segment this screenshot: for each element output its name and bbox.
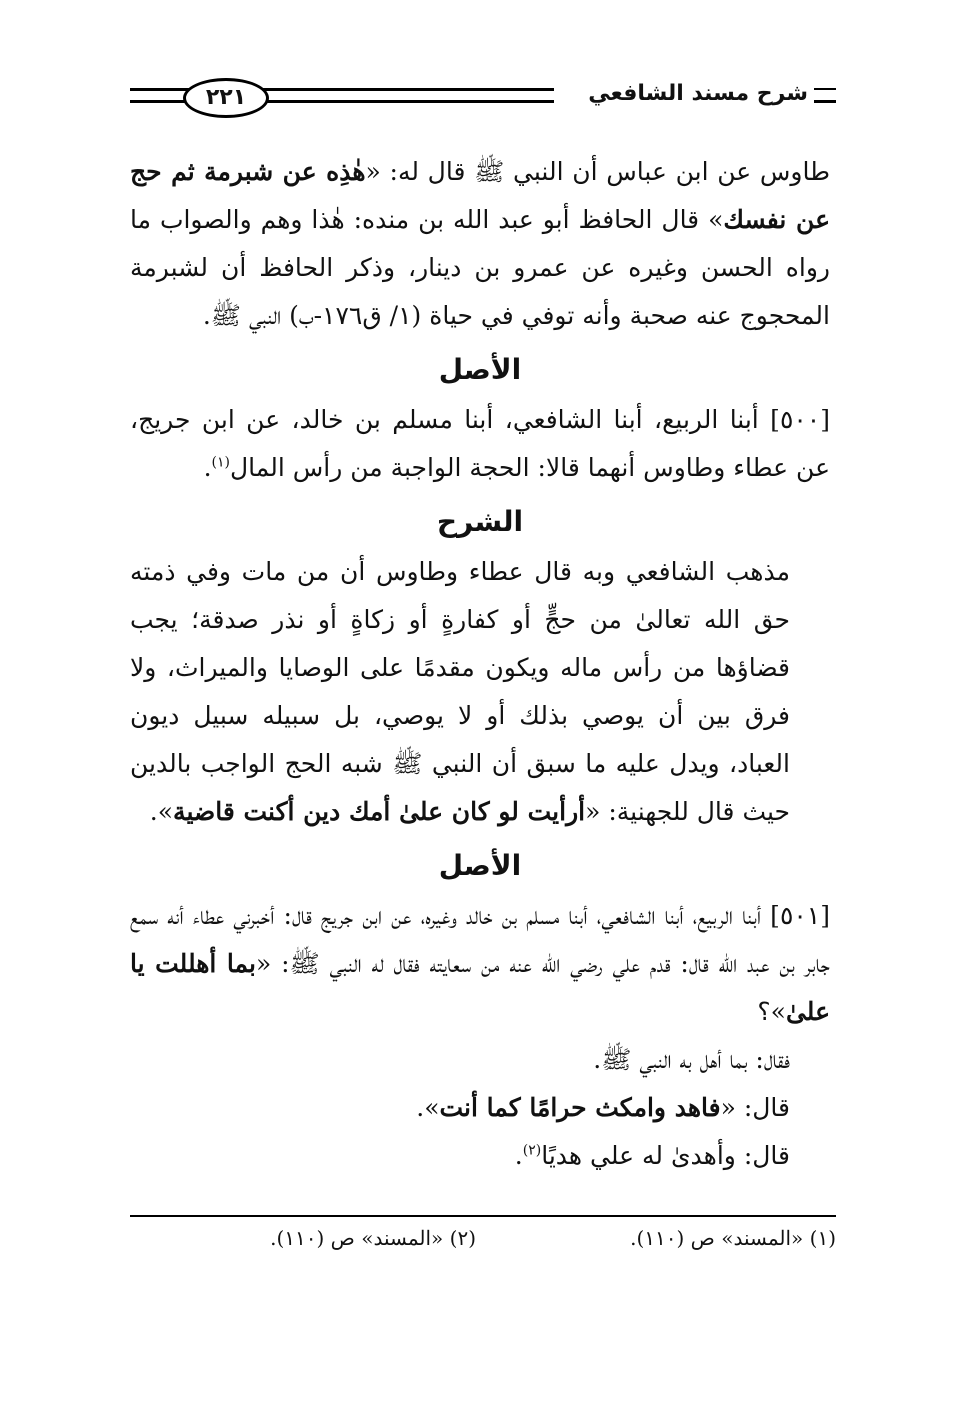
dialogue-suffix: ». <box>416 1093 440 1122</box>
page-number: ٢٢١ <box>183 78 269 118</box>
heading-asl-2: الأصل <box>438 849 522 882</box>
dialogue-line-1: فقال: بما أهل به النبي ﷺ. <box>593 1045 790 1074</box>
footnote-marker-1: (١) <box>211 454 230 471</box>
heading-asl-1: الأصل <box>438 353 522 386</box>
running-title: شرح مسند الشافعي <box>554 76 814 112</box>
dialogue-line-2 <box>130 1084 830 1132</box>
hadith-quote: أرأيت لو كان علىٰ أمك دين أكنت قاضية <box>173 797 586 826</box>
narration-text: [٥٠١] أبنا الربيع، أبنا الشافعي، أبنا مسلم بن خالد وغيره، عن ابن جريج قال: أخبرني عطاء أنه سمع جابر بن عبد الله قال: قدم علي رضي الله عنه من سعايته فقال له النبي ﷺ: « <box>130 901 830 978</box>
quote-end: ». <box>149 797 174 826</box>
heading-sharh: الشرح <box>436 505 524 538</box>
page-header <box>0 0 954 140</box>
dialogue-end: . <box>514 1141 523 1170</box>
para-text: طاوس عن ابن عباس أن النبي ﷺ قال له: « <box>365 157 830 186</box>
hadith-quote: هٰذِه عن شبرمة ثم حج عن نفسك <box>130 157 830 234</box>
hadith-quote: فاهد وامكث حرامًا كما أنت <box>439 1093 721 1122</box>
body-text-top <box>130 148 830 1180</box>
narration-500 <box>130 396 830 492</box>
footnote-1: (١) «المسند» ص (١١٠). <box>630 1226 836 1250</box>
dialogue-text: قال: وأهدىٰ له علي هديًا <box>541 1141 790 1170</box>
narration-text: [٥٠٠] أبنا الربيع، أبنا الشافعي، أبنا مسلم بن خالد، عن ابن جريج، عن عطاء وطاوس أنهما قالا: الحجة الواجبة من رأس المال <box>130 405 830 482</box>
quote-end: »؟ <box>757 997 786 1026</box>
narration-501 <box>130 892 830 1036</box>
dialogue-prefix: قال: « <box>720 1093 790 1122</box>
footnotes <box>130 1220 836 1256</box>
narration-end: . <box>203 453 212 482</box>
para-text-tail: » قال الحافظ أبو عبد الله بن منده: هٰذا وهم والصواب ما رواه الحسن وغيره عن عمرو بن دينار، وذكر الحافظ أن لشبرمة المحجوج عنه صحبة وأنه توفي في حياة (١/ ق١٧٦-ب) النبي ﷺ. <box>130 205 830 330</box>
hadith-quote: بما أهللت يا علىٰ <box>130 949 830 1026</box>
commentary-paragraph <box>130 548 830 836</box>
dialogue-line-3 <box>130 1132 830 1180</box>
paragraph-continuation <box>130 148 830 340</box>
footnote-marker-2: (٢) <box>522 1142 542 1159</box>
footnote-2: (٢) «المسند» ص (١١٠). <box>270 1226 476 1250</box>
footnote-separator <box>130 1215 836 1217</box>
commentary-text: مذهب الشافعي وبه قال عطاء وطاوس أن من مات وفي ذمته حق الله تعالىٰ من حجٍّ أو كفارةٍ أو زكاةٍ أو نذر صدقة؛ يجب قضاؤها من رأس ماله ويكون مقدمًا على الوصايا والميراث، ولا فرق بين أن يوصي بذلك أو لا يوصي، بل سبيله سبيل ديون العباد، ويدل عليه ما سبق أن النبي ﷺ شبه الحج الواجب بالدين حيث قال للجهنية: « <box>130 557 790 826</box>
